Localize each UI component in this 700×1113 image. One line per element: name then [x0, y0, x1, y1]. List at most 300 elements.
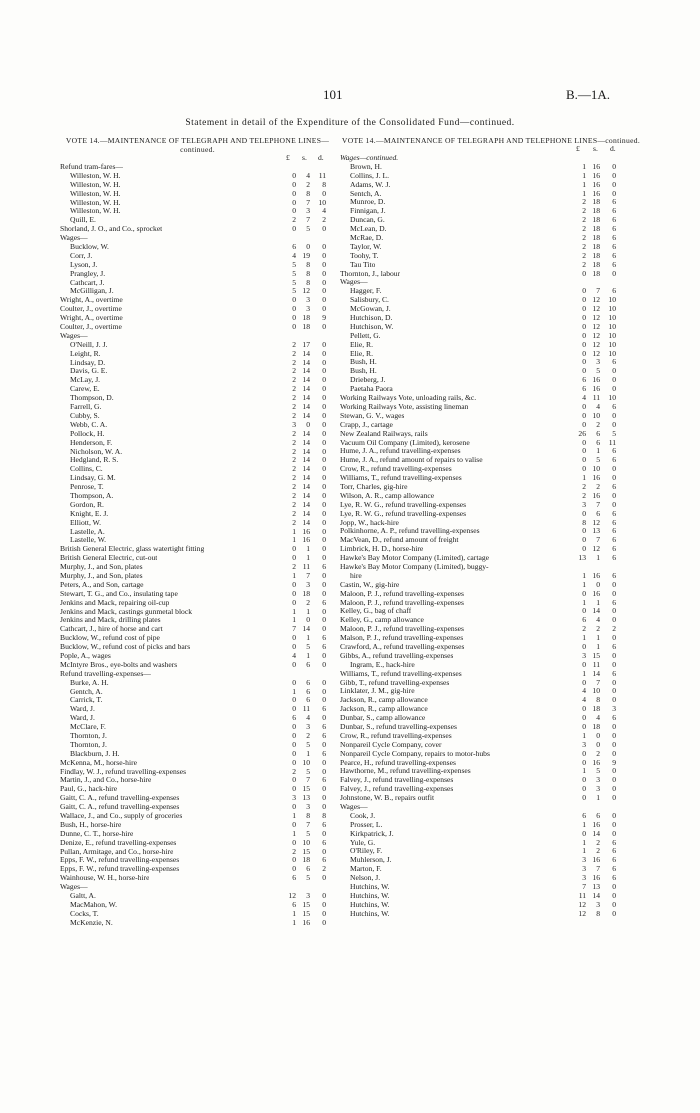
pounds-value: 1 [582, 170, 586, 180]
pounds-value: 26 [578, 428, 586, 438]
pounds-value: 0 [292, 206, 296, 216]
pence-value: 0 [612, 722, 616, 731]
pence-value: 0 [322, 393, 326, 403]
shillings-value: 7 [306, 775, 310, 785]
shillings-value: 11 [592, 659, 600, 669]
shillings-value: 19 [302, 250, 310, 260]
pounds-value: 0 [582, 330, 586, 340]
entry-label: Hagger, F. [350, 287, 382, 296]
shillings-value: 15 [302, 846, 310, 856]
shillings-value: 3 [596, 357, 600, 367]
shillings-value: 7 [596, 499, 600, 509]
shillings-value: 11 [302, 562, 310, 572]
shillings-value: 12 [592, 330, 600, 340]
pence-value: 0 [322, 490, 326, 500]
pence-value: 0 [322, 410, 326, 420]
shillings-value: 14 [302, 437, 310, 447]
pounds-value: 0 [582, 268, 586, 278]
pounds-value: 0 [292, 748, 296, 758]
pounds-value: 0 [582, 588, 586, 598]
pence-value: 0 [322, 695, 326, 705]
ledger-row [60, 919, 335, 928]
pounds-value: 0 [292, 322, 296, 332]
pence-value: 8 [322, 811, 326, 821]
pence-value: 10 [608, 321, 616, 331]
pounds-value: 2 [292, 490, 296, 500]
pounds-value: 0 [292, 819, 296, 829]
shillings-value: 14 [302, 464, 310, 474]
pence-value: 6 [612, 401, 616, 411]
entry-label: Willeston, W. H. [70, 207, 121, 216]
shillings-value: 12 [592, 304, 600, 314]
ledger-row [340, 270, 642, 279]
entry-label: Pollock, H. [70, 429, 105, 438]
pence-value: 0 [612, 499, 616, 509]
shillings-value: 14 [302, 410, 310, 420]
shillings-value: 14 [302, 455, 310, 465]
pounds-value: 1 [292, 535, 296, 545]
pounds-value: 3 [582, 499, 586, 509]
pounds-value: 6 [292, 873, 296, 883]
shillings-value: 18 [592, 268, 600, 278]
entry-label: McRae, D. [350, 234, 384, 243]
shillings-value: 1 [596, 553, 600, 563]
entry-label: Leight, R. [70, 349, 101, 358]
pence-value: 0 [322, 375, 326, 385]
entry-label: Ingram, E., hack-hire [350, 660, 415, 669]
pence-value: 9 [322, 313, 326, 323]
shillings-value: 1 [306, 633, 310, 643]
entry-label: Jenkins and Mack, castings gunmetal block [60, 607, 193, 616]
pounds-value: 2 [292, 357, 296, 367]
shillings-value: 14 [302, 499, 310, 509]
shillings-value: 5 [306, 766, 310, 776]
shillings-value: 14 [302, 357, 310, 367]
shillings-value: 3 [306, 304, 310, 314]
shillings-value: 6 [596, 810, 600, 820]
entry-label: Lindsay, D. [70, 358, 106, 367]
pounds-value: 2 [292, 402, 296, 412]
ledger-row [340, 910, 642, 919]
pence-value: 0 [322, 188, 326, 198]
entry-label: Henderson, F. [70, 438, 113, 447]
shillings-value: 8 [306, 268, 310, 278]
pounds-value: 2 [292, 482, 296, 492]
shillings-value: 3 [306, 579, 310, 589]
pounds-value: 12 [578, 908, 586, 918]
pounds-value: 2 [292, 215, 296, 225]
pounds-value: 2 [292, 517, 296, 527]
shillings-value: 18 [592, 233, 600, 243]
shillings-value: 18 [592, 250, 600, 260]
entry-label: Johnstone, W. B., repairs outfit [340, 794, 435, 803]
pence-value: 0 [612, 579, 616, 589]
pounds-value: 1 [292, 570, 296, 580]
shillings-value: 8 [306, 259, 310, 269]
pounds-value: 0 [582, 357, 586, 367]
pounds-value: 3 [582, 873, 586, 883]
shillings-value: 2 [306, 179, 310, 189]
entry-label: McIntyre Bros., eye-bolts and washers [60, 660, 178, 669]
pounds-value: 1 [292, 615, 296, 625]
entry-label: Epps, F. W., refund travelling-expenses [60, 856, 180, 865]
pence-value: 6 [612, 233, 616, 243]
pence-value: 0 [322, 899, 326, 909]
entry-label: Brown, H. [350, 162, 382, 171]
entry-label: Sentch, A. [350, 189, 382, 198]
entry-label: Collins, C. [70, 465, 103, 474]
pence-value: 0 [322, 437, 326, 447]
pence-value: 6 [612, 224, 616, 234]
pounds-value: 2 [292, 455, 296, 465]
shillings-value: 1 [596, 446, 600, 456]
pounds-value: 0 [582, 677, 586, 687]
pence-value: 0 [612, 828, 616, 838]
pounds-value: 0 [292, 864, 296, 874]
shillings-value: 16 [592, 855, 600, 865]
shillings-value: 12 [592, 544, 600, 554]
entry-label: Wainhouse, W. H., horse-hire [60, 874, 150, 883]
pounds-value: 2 [582, 481, 586, 491]
pounds-value: 0 [292, 295, 296, 305]
entry-label: Carew, E. [70, 385, 100, 394]
entry-label: Kelley, G., bag of chaff [340, 607, 412, 616]
entry-label: McLay, J. [70, 376, 101, 385]
entry-label: Wright, A., overtime [60, 314, 123, 323]
pounds-value: 0 [582, 366, 586, 376]
pounds-value: 0 [292, 855, 296, 865]
pounds-value: 0 [582, 295, 586, 305]
pence-value: 0 [322, 482, 326, 492]
pence-value: 0 [612, 686, 616, 696]
entry-label: MacVean, D., refund amount of freight [340, 536, 459, 545]
pence-value: 0 [612, 784, 616, 794]
pence-value: 0 [322, 384, 326, 394]
pounds-value: 0 [582, 659, 586, 669]
pence-value: 0 [322, 348, 326, 358]
pounds-value: 6 [582, 375, 586, 385]
shillings-value: 18 [592, 224, 600, 234]
pounds-value: 0 [582, 828, 586, 838]
entry-label: Elliott, W. [70, 518, 102, 527]
pence-value: 6 [322, 731, 326, 740]
pence-value: 0 [322, 739, 326, 749]
pounds-value: 0 [292, 731, 296, 740]
shillings-value: 14 [302, 348, 310, 358]
pounds-value: 1 [292, 908, 296, 918]
shillings-value: 18 [302, 313, 310, 323]
pounds-value: 5 [292, 286, 296, 296]
pounds-value: 6 [292, 242, 296, 252]
pounds-value: 0 [582, 544, 586, 554]
shillings-value: 6 [596, 437, 600, 447]
pounds-value: 0 [292, 739, 296, 749]
shillings-value: 15 [302, 899, 310, 909]
entry-label: Findlay, W. J., refund travelling-expenses [60, 767, 187, 776]
entry-label: Muhlerson, J. [350, 856, 392, 865]
entry-label: hire [350, 571, 362, 580]
entry-label: Toohy, T. [350, 251, 379, 260]
pence-value: 0 [322, 339, 326, 349]
shillings-value: 16 [592, 375, 600, 385]
entry-label: Kelley, G., camp allowance [340, 616, 424, 625]
pounds-value: 2 [292, 464, 296, 474]
shillings-value: 3 [306, 295, 310, 305]
shillings-value: 4 [596, 401, 600, 411]
shillings-value: 1 [306, 544, 310, 554]
pounds-value: 2 [582, 241, 586, 251]
pounds-value: 1 [582, 633, 586, 643]
shillings-value: 10 [302, 757, 310, 767]
pence-value: 0 [322, 357, 326, 367]
entry-label: Refund tram-fares— [60, 163, 124, 171]
pence-value: 10 [608, 348, 616, 358]
shillings-value: 14 [302, 366, 310, 376]
entry-label: Duncan, G. [350, 216, 385, 225]
pence-value: 4 [322, 206, 326, 216]
pounds-value: 0 [582, 748, 586, 758]
shillings-value: 6 [306, 677, 310, 687]
entry-label: Hawke's Bay Motor Company (Limited), buggy- [340, 562, 489, 571]
pounds-value: 0 [292, 597, 296, 607]
shillings-value: 14 [592, 828, 600, 838]
pence-value: 0 [612, 775, 616, 785]
pounds-value: 2 [582, 206, 586, 216]
pence-value: 0 [612, 419, 616, 429]
right-column [340, 136, 642, 919]
pence-value: 0 [612, 473, 616, 483]
entry-label: Gaitt, C. A., refund travelling-expenses [60, 794, 180, 803]
pounds-value: 0 [292, 802, 296, 812]
entry-label: Cathcart, J. [70, 278, 105, 287]
entry-label: Pullan, Armitage, and Co., horse-hire [60, 847, 174, 856]
entry-label: Jopp, W., hack-hire [340, 518, 399, 527]
shillings-value: 16 [592, 188, 600, 198]
shillings-value: 12 [592, 348, 600, 358]
entry-label: Blackburn, J. H. [70, 749, 120, 758]
shillings-value: 18 [592, 215, 600, 225]
pounds-value: 2 [582, 224, 586, 234]
pounds-value: 2 [292, 508, 296, 518]
pence-value: 0 [612, 188, 616, 198]
entry-label: McKenzie, N. [70, 918, 113, 927]
pounds-value: 0 [582, 757, 586, 767]
entry-label: Farrell, G. [70, 403, 102, 412]
shillings-value: 18 [592, 197, 600, 207]
pence-value: 0 [322, 517, 326, 527]
shillings-value: 3 [306, 206, 310, 216]
shillings-value: 1 [306, 553, 310, 563]
entry-label: Pople, A., wages [60, 651, 111, 660]
vote-heading-right: VOTE 14.—MAINTENANCE OF TELEGRAPH AND TELEPHONE LINES—continued. [341, 136, 641, 145]
entry-label: Gibbs, A., refund travelling-expenses [340, 651, 454, 660]
entry-label: Coulter, J., overtime [60, 323, 122, 332]
shillings-value: 16 [592, 170, 600, 180]
currency-header-left [60, 154, 335, 163]
entry-label: Thornton, J. [70, 732, 107, 740]
pounds-value: 1 [582, 579, 586, 589]
pence-value: 0 [322, 766, 326, 776]
entry-label: Lye, R. W. G., refund travelling-expenses [340, 509, 467, 518]
entry-label: Falvey, J., refund travelling-expenses [340, 785, 454, 794]
entry-label: Corr, J. [70, 251, 93, 260]
pounds-value: 4 [582, 686, 586, 696]
pounds-value: 2 [582, 259, 586, 269]
entry-label: New Zealand Railways, rails [340, 429, 428, 438]
shillings-value: 16 [592, 161, 600, 171]
pounds-value: 12 [288, 891, 296, 901]
pounds-value: 2 [582, 250, 586, 260]
shillings-value: 5 [306, 642, 310, 652]
pounds-value: 0 [582, 419, 586, 429]
shillings-value: 12 [592, 321, 600, 331]
pence-value: 6 [612, 446, 616, 456]
entry-label: Dunbar, S., refund travelling-expenses [340, 723, 457, 731]
pence-value: 0 [322, 322, 326, 332]
pence-value: 10 [608, 313, 616, 323]
entry-label: Collins, J. L. [350, 171, 390, 180]
pence-value: 6 [322, 819, 326, 829]
shillings-value: 16 [592, 873, 600, 883]
pounds-value: 0 [292, 659, 296, 669]
shillings-value: 6 [306, 659, 310, 669]
entry-label: Gentch, A. [70, 687, 103, 696]
pence-value: 0 [322, 828, 326, 838]
entry-label: Knight, E. J. [70, 509, 109, 518]
pounds-value: 0 [582, 286, 586, 296]
entry-label: Hawke's Bay Motor Company (Limited), cartage [340, 554, 489, 563]
pence-value: 0 [612, 606, 616, 616]
shillings-value: 14 [302, 402, 310, 412]
pounds-value: 0 [292, 722, 296, 732]
pounds-value: 0 [582, 339, 586, 349]
entry-label: Nonpareil Cycle Company, cover [340, 740, 442, 749]
pence-value: 0 [322, 908, 326, 918]
entry-label: Denize, E., refund travelling-expenses [60, 838, 177, 847]
pence-value: 0 [612, 899, 616, 909]
entry-label: Hutchins, W. [350, 891, 390, 900]
pence-value: 0 [612, 366, 616, 376]
entry-label: Jenkins and Mack, drilling plates [60, 616, 161, 625]
entry-label: Hedgland, R. S. [70, 456, 119, 465]
entry-label: Willeston, W. H. [70, 198, 121, 207]
entry-label: Pellett, G. [350, 331, 381, 340]
pounds-value: 0 [582, 606, 586, 616]
shillings-value: 3 [596, 899, 600, 909]
shillings-value: 16 [592, 473, 600, 483]
shillings-value: 7 [306, 215, 310, 225]
pounds-value: 0 [582, 437, 586, 447]
shillings-value: 8 [596, 908, 600, 918]
pounds-value: 0 [582, 722, 586, 731]
pence-value: 11 [318, 170, 326, 180]
pounds-value: 2 [292, 410, 296, 420]
pence-value: 0 [612, 375, 616, 385]
pence-value: 0 [612, 810, 616, 820]
pence-value: 10 [318, 197, 326, 207]
entry-label: Williams, T., refund travelling-expenses [340, 474, 462, 483]
pounds-value: 0 [292, 633, 296, 643]
entry-label: Bucklow, W., refund cost of pipe [60, 634, 160, 643]
pounds-value: 11 [578, 890, 586, 900]
pence-value: 0 [322, 508, 326, 518]
ledger-row [60, 874, 335, 883]
pounds-value: 0 [292, 784, 296, 794]
pence-value: 10 [608, 330, 616, 340]
entry-label: British General Electric, glass watertight fitting [60, 545, 205, 554]
entry-label: Nicholson, W. A. [70, 447, 123, 456]
shillings-value: 18 [592, 241, 600, 251]
entry-label: Murphy, J., and Son, plates [60, 563, 143, 572]
entry-label: Elie, R. [350, 349, 373, 358]
entry-label: Gordon, R. [70, 500, 104, 509]
pence-value: 6 [322, 855, 326, 865]
entry-label: Lastelle, A. [70, 527, 105, 536]
pounds-value: 4 [582, 695, 586, 705]
pence-value: 0 [612, 410, 616, 420]
pence-value: 0 [612, 161, 616, 171]
entry-label: O'Neill, J. J. [70, 340, 108, 349]
entry-label: Dunne, C. T., horse-hire [60, 829, 134, 838]
pounds-value: 2 [292, 766, 296, 776]
pounds-value: 2 [292, 446, 296, 456]
pence-value: 9 [612, 757, 616, 767]
pounds-value: 1 [582, 161, 586, 171]
shillings-value: 6 [306, 686, 310, 696]
entry-label: Bush, H. [350, 367, 377, 376]
shillings-value: 14 [302, 375, 310, 385]
pence-value: 10 [608, 304, 616, 314]
pounds-value: 0 [292, 695, 296, 705]
entry-label: Hume, J. A., refund travelling-expenses [340, 447, 461, 456]
pounds-value: 0 [292, 553, 296, 563]
pence-value: 0 [322, 579, 326, 589]
shillings-value: 11 [302, 704, 310, 714]
shillings-value: 14 [302, 517, 310, 527]
pence-value: 0 [322, 650, 326, 660]
entry-label: Bucklow, W. [70, 243, 109, 252]
pounds-value: 5 [292, 268, 296, 278]
pounds-value: 0 [582, 704, 586, 714]
pence-value: 0 [322, 419, 326, 429]
entry-label: Crow, R., refund travelling-expenses [340, 731, 452, 740]
shillings-value: 6 [306, 864, 310, 874]
pence-value: 6 [612, 864, 616, 874]
pounds-value: 1 [582, 570, 586, 580]
entry-label: Castin, W., gig-hire [340, 580, 400, 589]
pence-value: 0 [322, 553, 326, 563]
pence-value: 6 [612, 570, 616, 580]
pounds-value: 0 [292, 757, 296, 767]
entry-label: Coulter, J., overtime [60, 305, 122, 314]
pence-value: 0 [612, 659, 616, 669]
pounds-value: 1 [582, 179, 586, 189]
shillings-value: 15 [302, 784, 310, 794]
shillings-value: 3 [306, 802, 310, 812]
entry-label: Prangley, J. [70, 269, 106, 278]
pounds-value: 4 [292, 250, 296, 260]
shillings-value: 7 [306, 570, 310, 580]
entry-label: Hume, J. A., refund amount of repairs to valise [340, 456, 483, 465]
pence-value: 0 [322, 259, 326, 269]
entry-label: Lye, R. W. G., refund travelling-expenses [340, 500, 467, 509]
shillings-value: 16 [592, 179, 600, 189]
shillings-value: 2 [306, 731, 310, 740]
shillings-value: 5 [306, 739, 310, 749]
pence-value: 0 [612, 677, 616, 687]
shillings-label: s. [302, 153, 307, 162]
entry-label: Ward, J. [70, 714, 95, 723]
